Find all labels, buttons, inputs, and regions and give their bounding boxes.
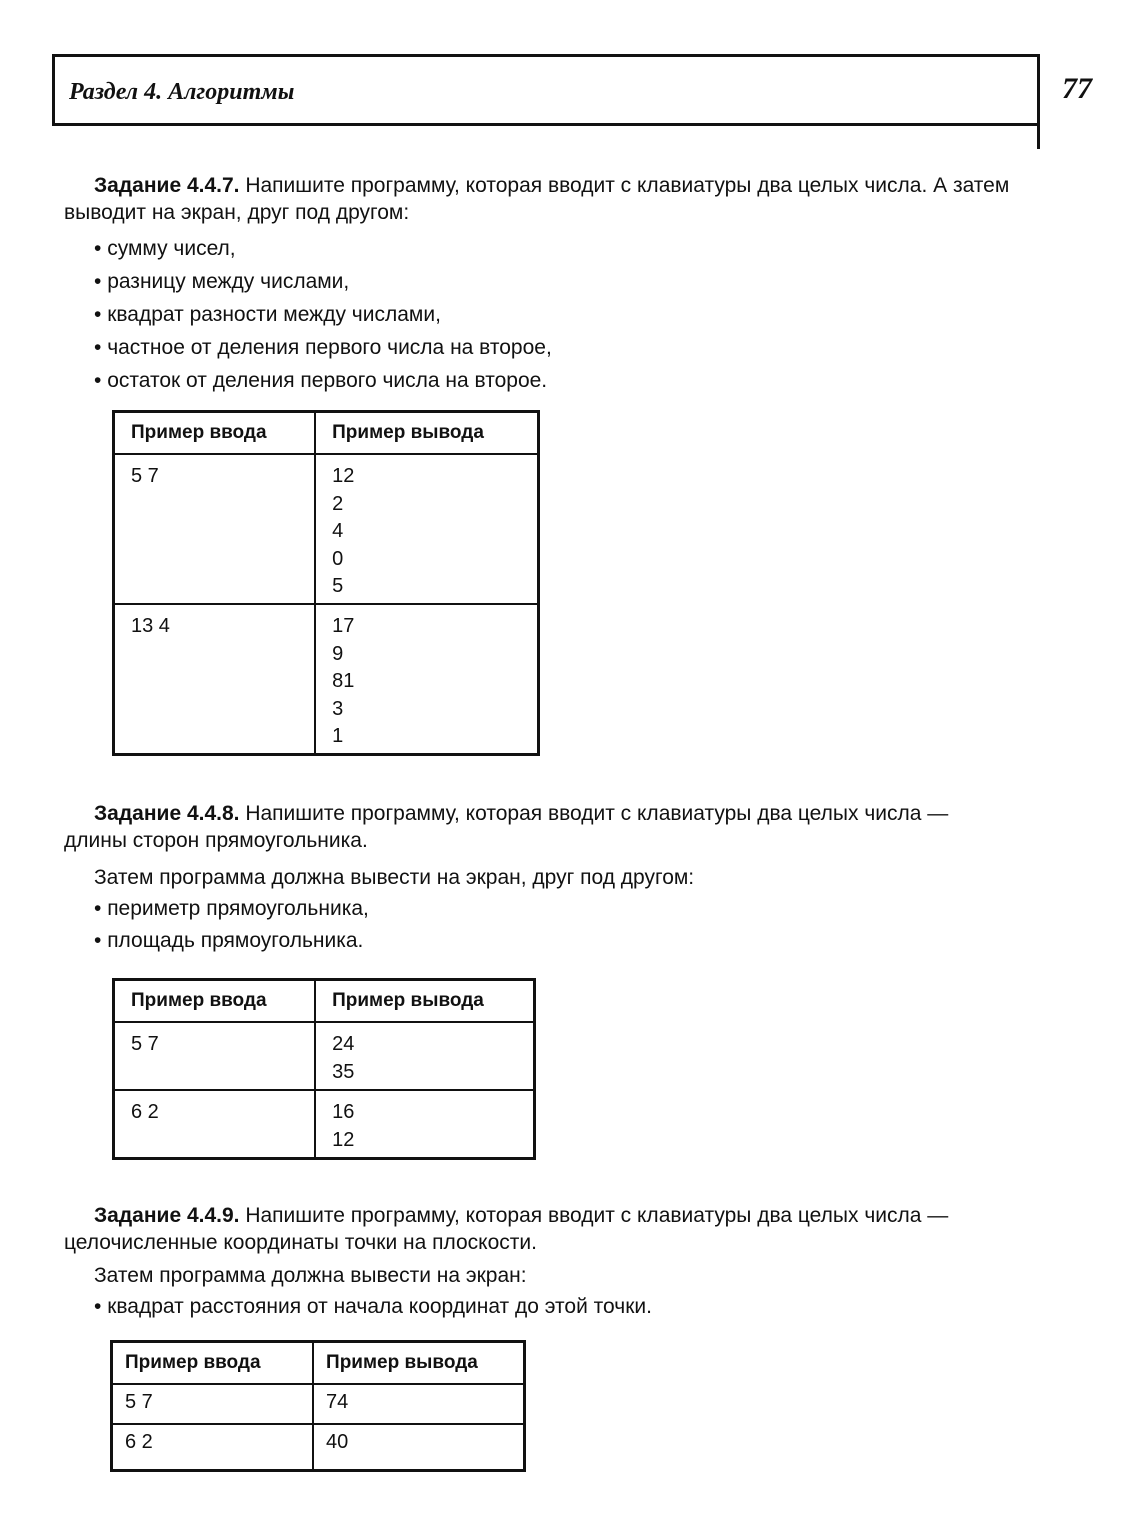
section-title: Раздел 4. Алгоритмы <box>69 79 295 105</box>
column-header-input: Пример ввода <box>114 412 316 455</box>
input-cell: 5 7 <box>114 1022 316 1090</box>
task-followup: Затем программа должна вывести на экран, друг под другом: <box>94 866 695 889</box>
list-item: • квадрат расстояния от начала координат до этой точки. <box>94 1291 1014 1323</box>
table-header-row <box>112 1342 525 1385</box>
task-intro: Напишите программу, которая вводит с клавиатуры два целых числа — длины сторон прямоугольника. <box>64 802 949 852</box>
page-number: 77 <box>1062 72 1092 105</box>
task-4-4-8 <box>64 800 1014 957</box>
bullet-list <box>64 893 1014 957</box>
task-4-4-7 <box>64 172 1014 397</box>
task-intro: Напишите программу, которая вводит с клавиатуры два целых числа. А затем выводит на экран, друг под другом: <box>64 174 1010 224</box>
table-row <box>114 454 539 604</box>
output-cell: 40 <box>313 1424 524 1470</box>
list-item: • частное от деления первого числа на второе, <box>94 331 1014 364</box>
task-followup: Затем программа должна вывести на экран: <box>94 1264 527 1287</box>
example-table <box>112 978 536 1160</box>
table-row <box>114 1090 535 1158</box>
table-row <box>114 604 539 754</box>
example-table <box>112 410 540 756</box>
output-cell: 12 2 4 0 5 <box>315 454 538 604</box>
column-header-output: Пример вывода <box>315 980 534 1023</box>
input-cell: 5 7 <box>112 1384 314 1424</box>
table-row <box>114 1022 535 1090</box>
bullet-list <box>64 232 1014 397</box>
output-cell: 24 35 <box>315 1022 534 1090</box>
output-cell: 16 12 <box>315 1090 534 1158</box>
list-item: • сумму чисел, <box>94 232 1014 265</box>
column-header-input: Пример ввода <box>112 1342 314 1385</box>
list-item: • площадь прямоугольника. <box>94 925 1014 957</box>
output-cell: 17 9 81 3 1 <box>315 604 538 754</box>
list-item: • периметр прямоугольника, <box>94 893 1014 925</box>
bullet-list <box>64 1291 1014 1323</box>
task-intro: Напишите программу, которая вводит с клавиатуры два целых числа — целочисленные координаты точки на плоскости. <box>64 1204 949 1254</box>
task-statement <box>64 172 1014 226</box>
output-cell: 74 <box>313 1384 524 1424</box>
list-item: • квадрат разности между числами, <box>94 298 1014 331</box>
input-cell: 6 2 <box>112 1424 314 1470</box>
input-cell: 5 7 <box>114 454 316 604</box>
table-header-row <box>114 980 535 1023</box>
list-item: • разницу между числами, <box>94 265 1014 298</box>
task-label: Задание 4.4.9. <box>94 1204 240 1227</box>
input-cell: 13 4 <box>114 604 316 754</box>
table-header-row <box>114 412 539 455</box>
column-header-output: Пример вывода <box>315 412 538 455</box>
task-statement <box>64 800 1014 854</box>
table-row <box>112 1384 525 1424</box>
list-item: • остаток от деления первого числа на второе. <box>94 364 1014 397</box>
table-row <box>112 1424 525 1470</box>
task-4-4-9 <box>64 1202 1014 1323</box>
column-header-output: Пример вывода <box>313 1342 524 1385</box>
task-statement <box>64 1202 1014 1256</box>
example-table <box>110 1340 526 1472</box>
task-label: Задание 4.4.7. <box>94 174 240 197</box>
column-header-input: Пример ввода <box>114 980 316 1023</box>
input-cell: 6 2 <box>114 1090 316 1158</box>
section-header <box>52 54 1040 126</box>
task-label: Задание 4.4.8. <box>94 802 240 825</box>
